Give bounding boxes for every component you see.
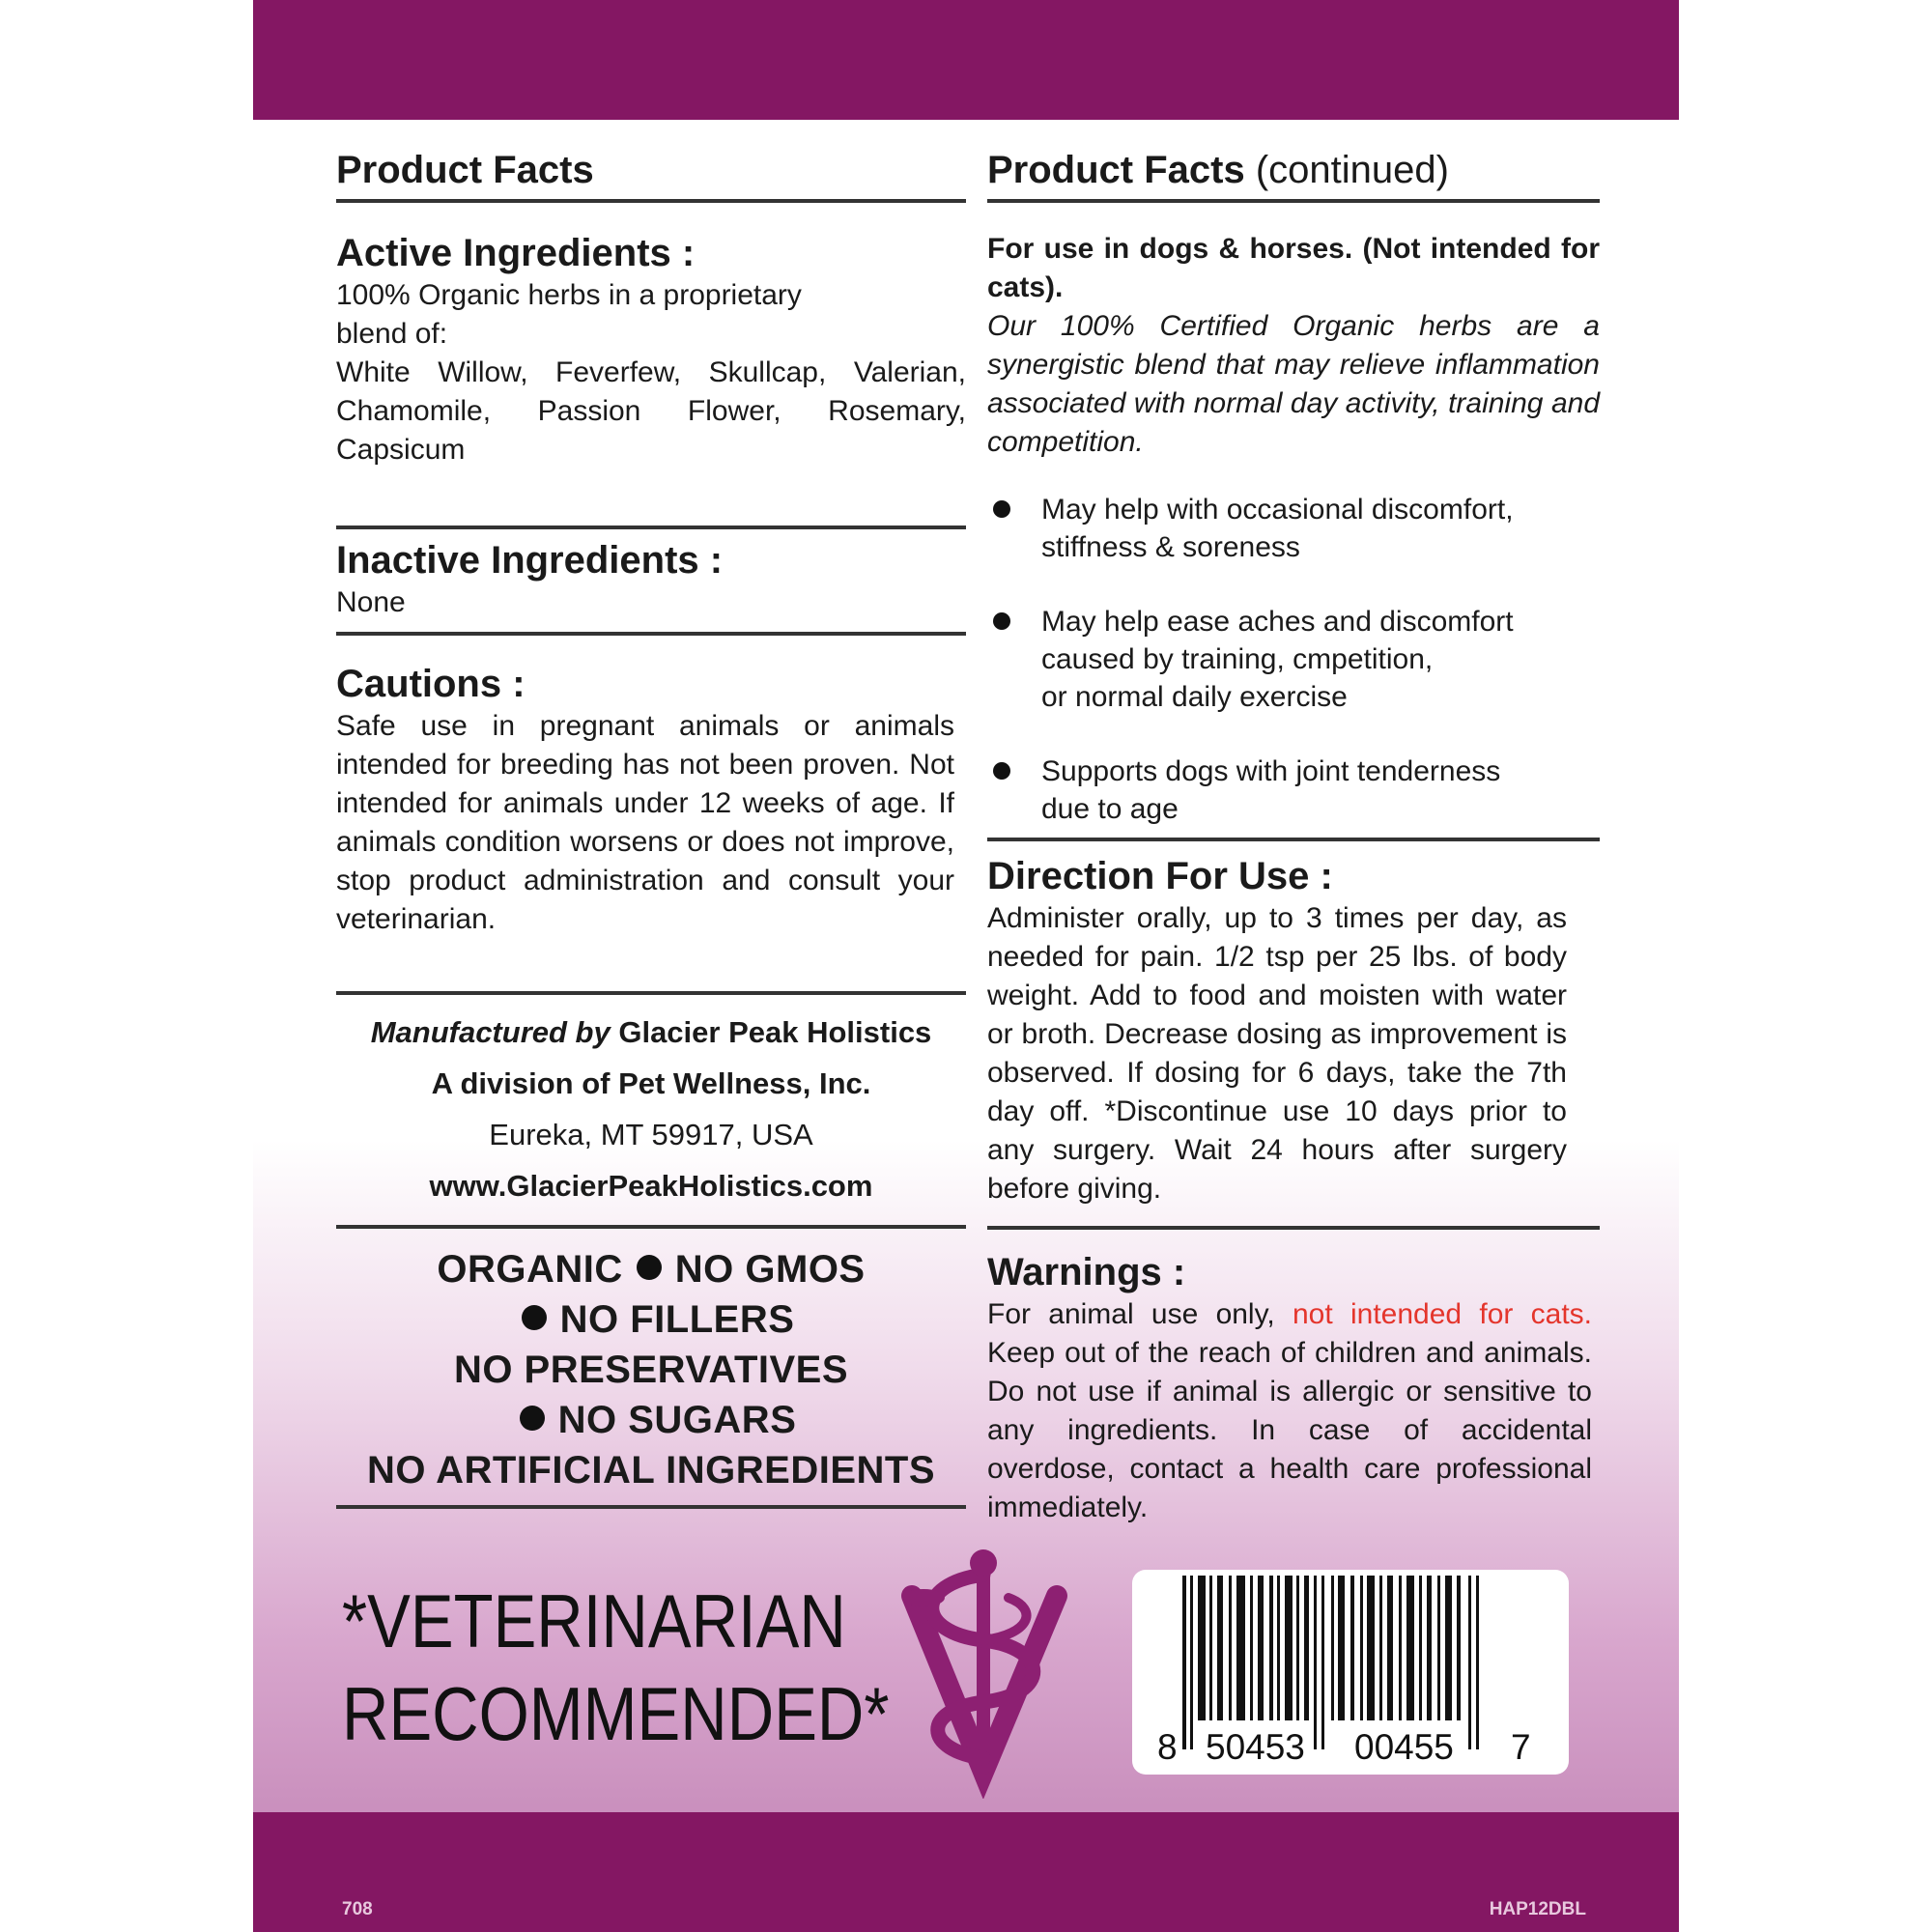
benefit-item [987, 753, 1600, 828]
claim-no-preservatives: NO PRESERVATIVES [453, 1349, 849, 1391]
barcode-digits-left: 50453 [1206, 1727, 1305, 1767]
benefit-item [987, 603, 1600, 716]
warnings-highlight: not intended for cats. [1293, 1298, 1592, 1330]
vet-line-2: RECOMMENDED* [342, 1671, 890, 1756]
direction-heading: Direction For Use : [987, 855, 1333, 897]
manufacturer-address: Eureka, MT 59917, USA [489, 1118, 813, 1151]
direction-text: Administer orally, up to 3 times per day, as needed for pain. 1/2 tsp per 25 lbs. of body weight. Add to food and moisten with water or broth. Decrease dosing as improvement is observed. If dosing for 6 days, take the 7th day off. *Discontinue use 10 days prior to any surgery. Wait 24 hours after surgery before giving. [987, 902, 1567, 1205]
footer-code-right: HAP12DBL [1489, 1899, 1586, 1919]
vet-line-1: *VETERINARIAN [342, 1578, 846, 1663]
right-column [987, 147, 1600, 1527]
active-ingredients-intro: 100% Organic herbs in a proprietary blend of: [336, 279, 802, 350]
claim-organic: ORGANIC [437, 1248, 623, 1291]
barcode-digits-right: 00455 [1354, 1727, 1454, 1767]
claim-no-sugars: NO SUGARS [557, 1399, 797, 1441]
cautions-section [336, 661, 954, 939]
direction-section [987, 853, 1567, 1208]
barcode-bars [1132, 1570, 1569, 1775]
manufactured-by-label: Manufactured by [370, 1015, 611, 1049]
claim-no-artificial: NO ARTIFICIAL INGREDIENTS [366, 1449, 936, 1492]
claim-no-gmos: NO GMOS [674, 1248, 866, 1291]
divider [987, 838, 1600, 841]
barcode-panel [1132, 1570, 1569, 1775]
manufacturer-website: www.GlacierPeakHolistics.com [429, 1169, 873, 1203]
warnings-body: Keep out of the reach of children and animals. Do not use if animal is allergic or sensitive to any ingredients. In case of accidental overdose, contact a health care professional immediately. [987, 1337, 1592, 1523]
active-ingredients-heading: Active Ingredients : [336, 232, 696, 274]
benefit-line: stiffness & soreness [1041, 531, 1300, 563]
warnings-section [987, 1249, 1592, 1527]
warnings-text [987, 1295, 1592, 1527]
claims-line-2 [336, 1294, 966, 1345]
bullet-dot [522, 1305, 547, 1330]
bullet-dot [993, 500, 1010, 518]
barcode-digit-prefix: 8 [1157, 1727, 1178, 1767]
divider [336, 1225, 966, 1229]
active-ingredients-list: White Willow, Feverfew, Skullcap, Valerian, Chamomile, Passion Flower, Rosemary, Capsicum [336, 356, 966, 466]
left-column [336, 147, 966, 1509]
product-claims [336, 1244, 966, 1495]
bullet-dot [993, 762, 1010, 780]
cautions-heading: Cautions : [336, 663, 526, 705]
cautions-text: Safe use in pregnant animals or animals intended for breeding has not been proven. Not intended for animals under 12 weeks of age. If animals condition worsens or does not improve, stop product administration and consult your veterinarian. [336, 710, 954, 935]
divider [336, 632, 966, 636]
footer-code-left: 708 [342, 1899, 373, 1919]
product-facts-title: Product Facts [336, 149, 594, 191]
claim-no-fillers: NO FILLERS [559, 1298, 795, 1341]
usage-statement: For use in dogs & horses. (Not intended for cats). [987, 233, 1600, 303]
bullet-dot [637, 1255, 662, 1280]
manufacturer-line [336, 1007, 966, 1058]
active-ingredients-section [336, 230, 966, 469]
divider [987, 1226, 1600, 1230]
benefit-line: Supports dogs with joint tenderness [1041, 755, 1501, 787]
benefit-item [987, 491, 1600, 566]
benefit-line: May help with occasional discomfort, [1041, 494, 1514, 526]
inactive-ingredients-section [336, 537, 966, 622]
veterinary-caduceus-logo [895, 1548, 1068, 1799]
veterinarian-recommended [342, 1575, 890, 1760]
top-color-band [253, 0, 1679, 120]
benefit-line: or normal daily exercise [1041, 681, 1348, 713]
product-description: Our 100% Certified Organic herbs are a synergistic blend that may relieve inflammation associated with normal day activity, training and competition. [987, 310, 1600, 458]
bullet-dot [520, 1406, 545, 1431]
continued-label: (continued) [1255, 149, 1449, 191]
manufacturer-block [336, 1007, 966, 1211]
product-label [253, 0, 1679, 1932]
claims-line-4 [336, 1395, 966, 1445]
benefit-line: due to age [1041, 793, 1179, 825]
barcode-check-digit: 7 [1511, 1727, 1531, 1767]
bottom-color-band [253, 1812, 1679, 1932]
divider [336, 526, 966, 529]
benefit-line: caused by training, cmpetition, [1041, 643, 1434, 675]
divider [336, 991, 966, 995]
product-facts-continued-heading [987, 147, 1600, 203]
benefit-line: May help ease aches and discomfort [1041, 606, 1514, 638]
manufacturer-division: A division of Pet Wellness, Inc. [431, 1066, 871, 1100]
warnings-lead: For animal use only, [987, 1298, 1275, 1330]
bullet-dot [993, 612, 1010, 630]
manufacturer-name: Glacier Peak Holistics [618, 1015, 932, 1049]
benefit-list [987, 491, 1600, 828]
product-facts-heading [336, 147, 966, 203]
warnings-heading: Warnings : [987, 1251, 1186, 1293]
divider [336, 1505, 966, 1509]
inactive-ingredients-heading: Inactive Ingredients : [336, 539, 724, 582]
product-facts-title: Product Facts [987, 149, 1245, 191]
inactive-ingredients-text: None [336, 586, 406, 618]
claims-line-1 [336, 1244, 966, 1294]
